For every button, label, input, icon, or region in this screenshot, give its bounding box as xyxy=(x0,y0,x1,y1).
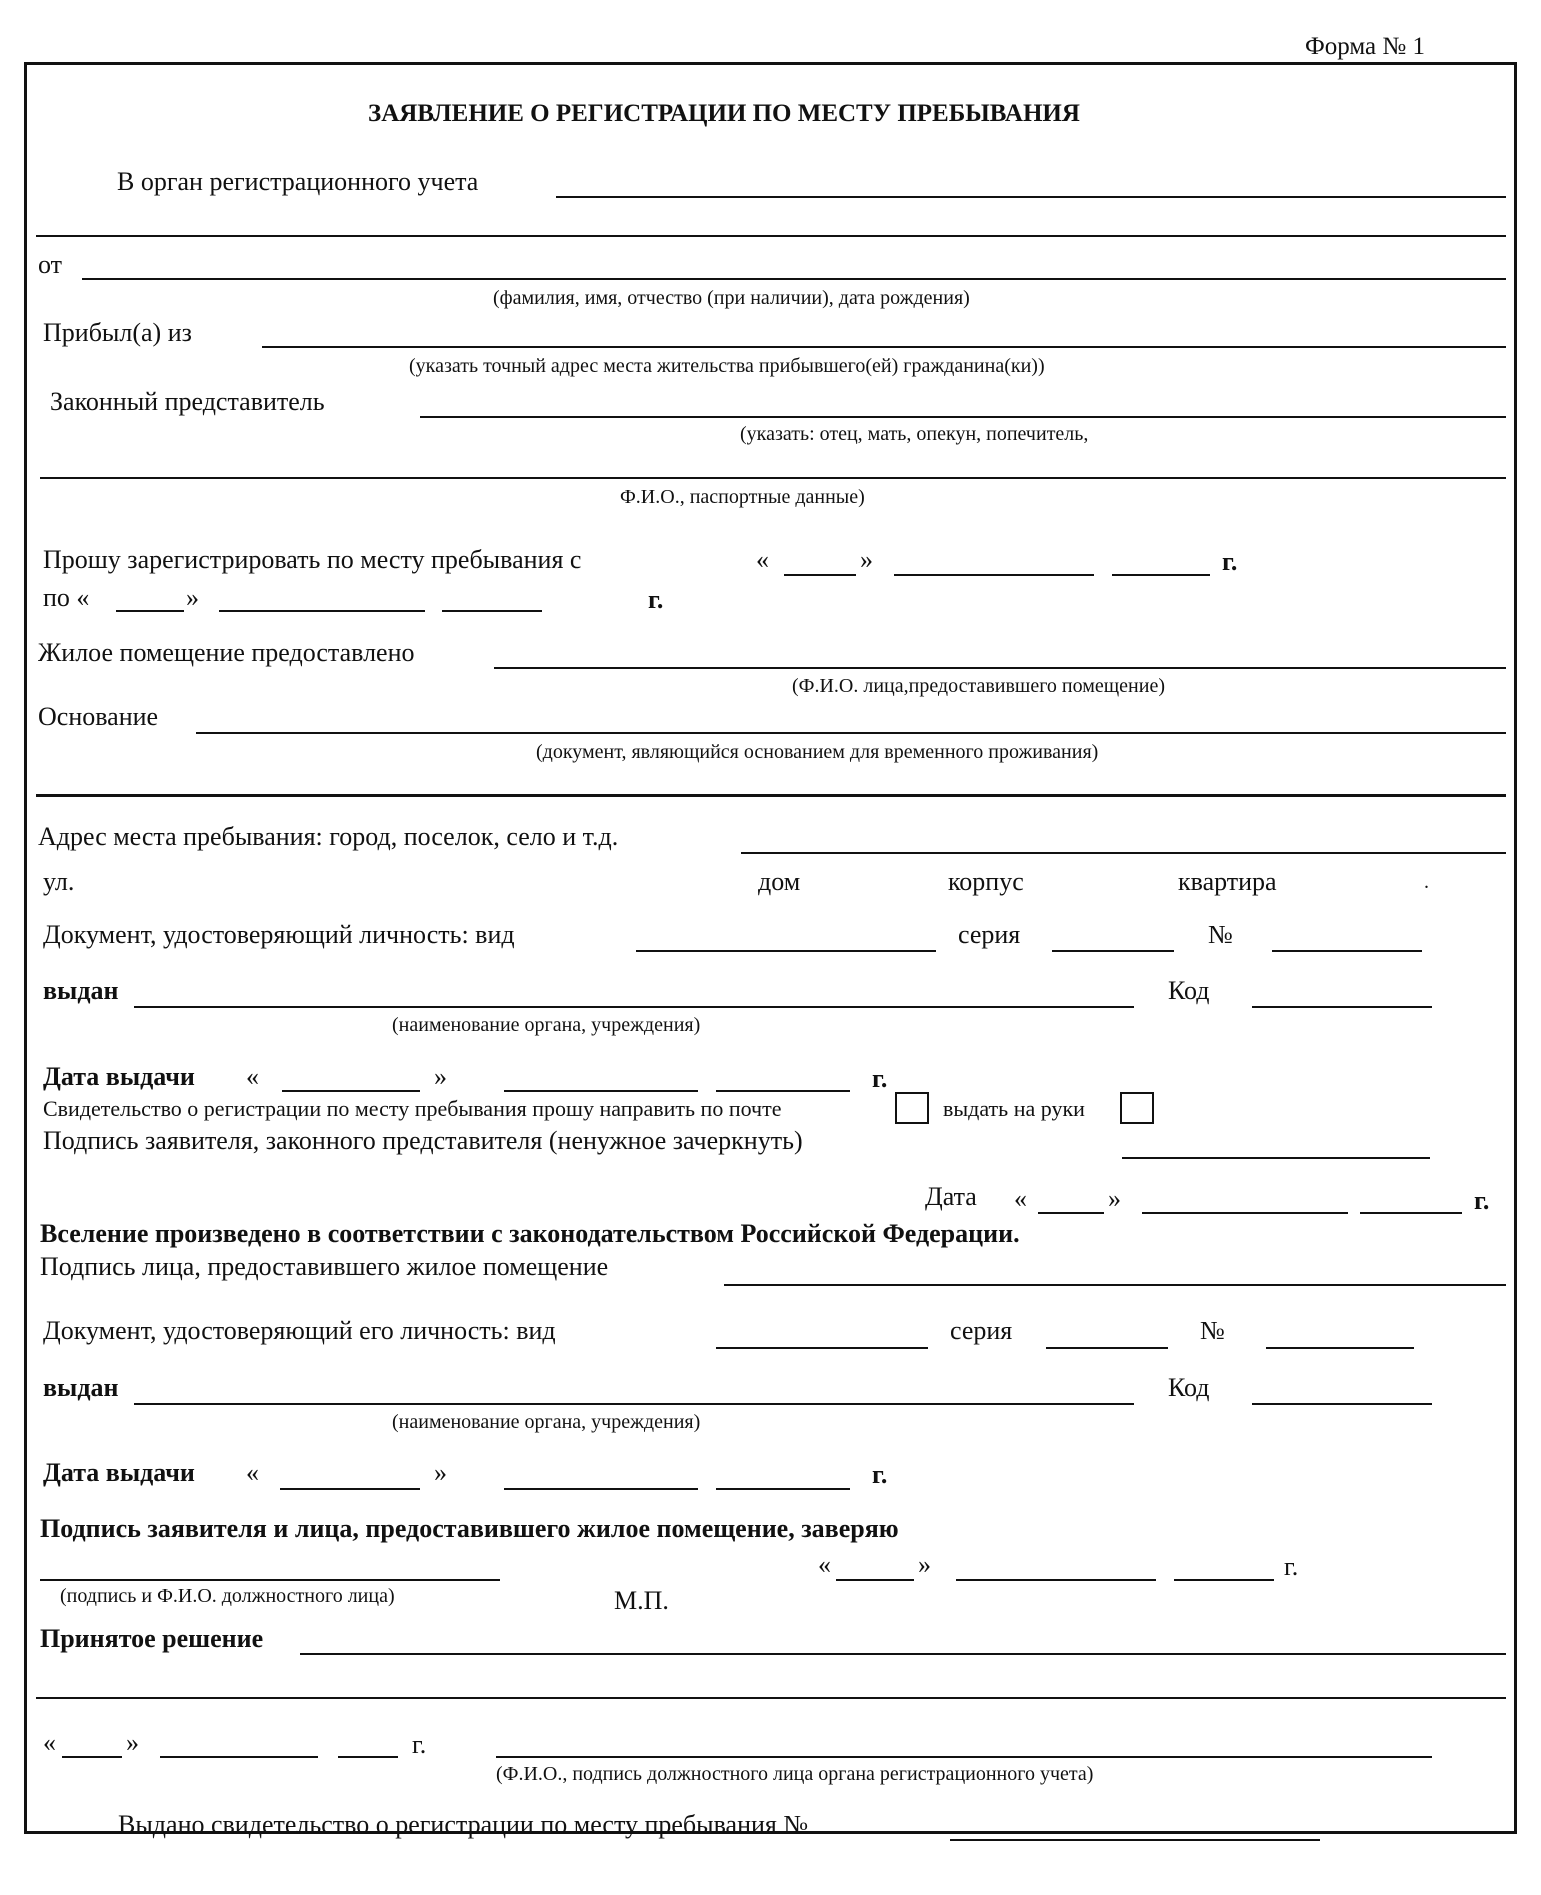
quote-close: » xyxy=(434,1062,447,1091)
hand-checkbox[interactable] xyxy=(1120,1092,1154,1124)
issuer-code-field[interactable] xyxy=(1252,1006,1432,1008)
provider-issuer-code-field[interactable] xyxy=(1252,1403,1432,1405)
issued-by-field[interactable] xyxy=(134,1006,1134,1008)
seal-label: М.П. xyxy=(614,1586,669,1615)
provider-id-doc-series-field[interactable] xyxy=(1046,1347,1168,1349)
from-field[interactable] xyxy=(82,278,1506,280)
quote-close: » xyxy=(434,1458,447,1487)
decision-day-field[interactable] xyxy=(62,1756,122,1758)
house-label: дом xyxy=(758,867,801,896)
year-suffix: г. xyxy=(1284,1552,1299,1581)
until-day-field[interactable] xyxy=(116,610,184,612)
decision-month-field[interactable] xyxy=(160,1756,318,1758)
decision-year-field[interactable] xyxy=(338,1756,398,1758)
apartment-label: квартира xyxy=(1178,867,1277,896)
decision-field-2[interactable] xyxy=(36,1697,1506,1699)
year-suffix: г. xyxy=(1474,1186,1490,1215)
form-title: ЗАЯВЛЕНИЕ О РЕГИСТРАЦИИ ПО МЕСТУ ПРЕБЫВАНИЯ xyxy=(368,100,1080,127)
quote-open: « xyxy=(246,1062,259,1091)
certificate-issued-label: Выдано свидетельство о регистрации по месту пребывания № xyxy=(118,1810,809,1839)
register-from-label: Прошу зарегистрировать по месту пребывания с xyxy=(43,545,582,574)
issuer-hint: (наименование органа, учреждения) xyxy=(392,1411,701,1433)
certificate-number-field[interactable] xyxy=(950,1839,1320,1841)
provider-signature-label: Подпись лица, предоставившего жилое помещение xyxy=(40,1252,609,1281)
quote-close: » xyxy=(1108,1184,1121,1213)
quote-open: « xyxy=(756,545,769,574)
quote-close: » xyxy=(860,545,873,574)
certify-year-field[interactable] xyxy=(1174,1579,1274,1581)
settlement-statement: Вселение произведено в соответствии с законодательством Российской Федерации. xyxy=(40,1219,1020,1248)
section-divider xyxy=(36,794,1506,797)
dot: . xyxy=(1424,871,1429,893)
provider-issue-day-field[interactable] xyxy=(280,1488,420,1490)
legal-rep-field-2[interactable] xyxy=(40,477,1506,479)
until-label: по « xyxy=(43,583,90,612)
certify-label: Подпись заявителя и лица, предоставившего жилое помещение, заверяю xyxy=(40,1514,899,1543)
legal-rep-hint-2: Ф.И.О., паспортные данные) xyxy=(620,486,865,508)
until-year-field[interactable] xyxy=(442,610,542,612)
legal-rep-label: Законный представитель xyxy=(50,387,325,416)
date-month-field[interactable] xyxy=(1142,1212,1348,1214)
year-suffix: г. xyxy=(648,585,664,614)
issue-day-field[interactable] xyxy=(282,1090,420,1092)
id-doc-label: Документ, удостоверяющий личность: вид xyxy=(43,920,515,949)
street-label: ул. xyxy=(43,867,75,896)
from-year-field[interactable] xyxy=(1112,574,1210,576)
quote-close: » xyxy=(186,583,199,612)
official-hint: (подпись и Ф.И.О. должностного лица) xyxy=(60,1585,395,1607)
housing-provided-label: Жилое помещение предоставлено xyxy=(38,638,415,667)
certificate-hand-label: выдать на руки xyxy=(943,1096,1085,1121)
id-doc-type-field[interactable] xyxy=(636,950,936,952)
issuer-hint: (наименование органа, учреждения) xyxy=(392,1014,701,1036)
certify-month-field[interactable] xyxy=(956,1579,1156,1581)
official-signature-field[interactable] xyxy=(40,1579,500,1581)
date-year-field[interactable] xyxy=(1360,1212,1462,1214)
certificate-mail-label: Свидетельство о регистрации по месту пребывания прошу направить по почте xyxy=(43,1096,782,1121)
date-day-field[interactable] xyxy=(1038,1212,1104,1214)
arrived-from-hint: (указать точный адрес места жительства прибывшего(ей) гражданина(ки)) xyxy=(409,355,1045,377)
form-number: Форма № 1 xyxy=(1305,33,1425,60)
issued-label: выдан xyxy=(43,1373,119,1402)
year-suffix: г. xyxy=(872,1064,888,1093)
arrived-from-label: Прибыл(а) из xyxy=(43,318,192,347)
issue-year-field[interactable] xyxy=(716,1090,850,1092)
address-field[interactable] xyxy=(741,852,1506,854)
quote-open: « xyxy=(43,1728,56,1757)
provider-id-doc-label: Документ, удостоверяющий его личность: вид xyxy=(43,1316,556,1345)
from-day-field[interactable] xyxy=(784,574,856,576)
legal-rep-hint-1: (указать: отец, мать, опекун, попечитель, xyxy=(740,423,1089,445)
from-hint: (фамилия, имя, отчество (при наличии), дата рождения) xyxy=(493,287,970,309)
provider-issue-year-field[interactable] xyxy=(716,1488,850,1490)
provider-id-doc-number-field[interactable] xyxy=(1266,1347,1414,1349)
year-suffix: г. xyxy=(412,1730,427,1759)
decision-label: Принятое решение xyxy=(40,1624,264,1653)
mail-checkbox[interactable] xyxy=(895,1092,929,1124)
quote-open: « xyxy=(246,1458,259,1487)
quote-close: » xyxy=(918,1550,931,1579)
provider-issue-month-field[interactable] xyxy=(504,1488,698,1490)
provider-id-doc-type-field[interactable] xyxy=(716,1347,928,1349)
certify-day-field[interactable] xyxy=(836,1579,914,1581)
code-label: Код xyxy=(1168,976,1210,1005)
official-reg-signature-field[interactable] xyxy=(496,1756,1432,1758)
code-label: Код xyxy=(1168,1373,1210,1402)
decision-field[interactable] xyxy=(300,1653,1506,1655)
basis-label: Основание xyxy=(38,702,159,731)
quote-close: » xyxy=(126,1728,139,1757)
registration-authority-field-2[interactable] xyxy=(36,235,1506,237)
date-label: Дата xyxy=(925,1182,977,1211)
until-month-field[interactable] xyxy=(219,610,425,612)
series-label: серия xyxy=(950,1316,1013,1345)
building-label: корпус xyxy=(948,867,1024,896)
provider-signature-field[interactable] xyxy=(724,1284,1506,1286)
registration-authority-label: В орган регистрационного учета xyxy=(117,167,479,196)
number-label: № xyxy=(1208,920,1233,949)
id-doc-number-field[interactable] xyxy=(1272,950,1422,952)
issue-date-label: Дата выдачи xyxy=(43,1062,195,1091)
legal-rep-field[interactable] xyxy=(420,416,1506,418)
basis-field[interactable] xyxy=(196,732,1506,734)
series-label: серия xyxy=(958,920,1021,949)
issue-month-field[interactable] xyxy=(504,1090,698,1092)
year-suffix: г. xyxy=(1222,547,1238,576)
address-label: Адрес места пребывания: город, поселок, село и т.д. xyxy=(38,822,619,851)
housing-provided-hint: (Ф.И.О. лица,предоставившего помещение) xyxy=(792,675,1165,697)
from-month-field[interactable] xyxy=(894,574,1094,576)
applicant-signature-label: Подпись заявителя, законного представителя (ненужное зачеркнуть) xyxy=(43,1126,803,1155)
quote-open: « xyxy=(818,1550,831,1579)
registration-authority-field[interactable] xyxy=(556,196,1506,198)
arrived-from-field[interactable] xyxy=(262,346,1506,348)
from-label: от xyxy=(38,250,63,279)
official-reg-hint: (Ф.И.О., подпись должностного лица органа регистрационного учета) xyxy=(496,1763,1094,1785)
quote-open: « xyxy=(1014,1184,1027,1213)
issue-date-label: Дата выдачи xyxy=(43,1458,195,1487)
number-label: № xyxy=(1200,1316,1225,1345)
issued-label: выдан xyxy=(43,976,119,1005)
id-doc-series-field[interactable] xyxy=(1052,950,1174,952)
provider-issued-by-field[interactable] xyxy=(134,1403,1134,1405)
applicant-signature-field[interactable] xyxy=(1122,1157,1430,1159)
housing-provided-field[interactable] xyxy=(494,667,1506,669)
year-suffix: г. xyxy=(872,1460,888,1489)
basis-hint: (документ, являющийся основанием для временного проживания) xyxy=(536,741,1099,763)
